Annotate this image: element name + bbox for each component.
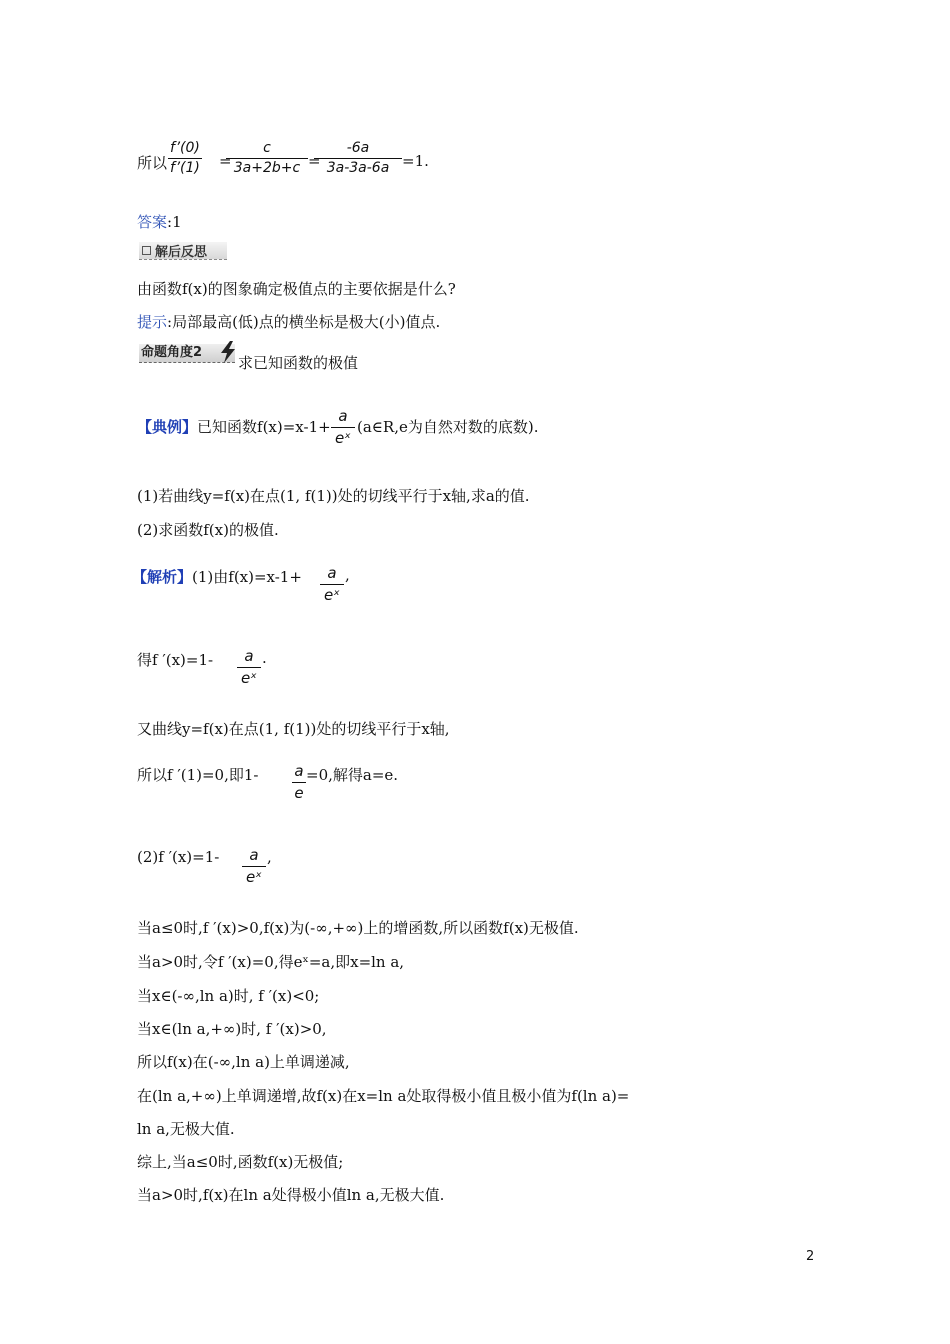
fraction-neg6a xyxy=(314,140,402,176)
equals-one: =1. xyxy=(402,152,429,170)
example-line xyxy=(137,416,331,437)
answer-value: :1 xyxy=(167,213,182,231)
answer-line xyxy=(137,211,182,232)
example-text-before: 已知函数f(x)=x-1+ xyxy=(197,418,331,436)
fraction-denominator: f’(1) xyxy=(170,160,200,176)
example-question-1: (1)若曲线y=f(x)在点(1, f(1))处的切线平行于x轴,求a的值. xyxy=(137,487,530,505)
example-text-after: (a∈R,e为自然对数的底数). xyxy=(357,418,539,436)
reflection-badge-label: 解后反思 xyxy=(155,245,208,260)
fraction-numerator: a xyxy=(249,846,259,864)
solution-step-4-after: =0,解得a=e. xyxy=(306,766,399,784)
fraction-denominator: eˣ xyxy=(331,427,355,447)
solution-step-1-after: , xyxy=(345,566,350,584)
solution-step-5-after: , xyxy=(267,848,272,866)
solution-line: ln a,无极大值. xyxy=(137,1120,235,1138)
solution-step-3: 又曲线y=f(x)在点(1, f(1))处的切线平行于x轴, xyxy=(137,720,450,738)
solution-line: 在(ln a,+∞)上单调递增,故f(x)在x=ln a处取得极小值且极小值为f(ln a)= xyxy=(137,1087,630,1105)
solution-line: 当a>0时,f(x)在ln a处得极小值ln a,无极大值. xyxy=(137,1186,445,1204)
solution-line-1 xyxy=(132,566,302,587)
fraction-a-over-e xyxy=(292,762,306,802)
example-question-2: (2)求函数f(x)的极值. xyxy=(137,521,279,539)
fraction-numerator: f’(0) xyxy=(170,140,200,156)
fraction-denominator: e xyxy=(292,782,306,802)
fraction-numerator: a xyxy=(327,564,337,582)
topic-angle-title: 求已知函数的极值 xyxy=(238,354,359,372)
square-icon xyxy=(142,246,151,255)
solution-line: 当x∈(-∞,ln a)时, f ′(x)<0; xyxy=(137,987,320,1005)
topic-angle-badge: 命题角度2 xyxy=(139,344,235,363)
solution-step-5-before: (2)f ′(x)=1- xyxy=(137,848,220,866)
fraction-numerator: a xyxy=(294,762,304,780)
fraction-numerator: c xyxy=(263,140,271,156)
fraction-numerator: a xyxy=(244,647,254,665)
fraction-a-over-ex xyxy=(237,647,261,687)
fraction-numerator: -6a xyxy=(346,140,370,156)
intro-prefix: 所以 xyxy=(137,154,168,172)
page-number: 2 xyxy=(806,1249,815,1264)
fraction-denominator: 3a-3a-6a xyxy=(314,158,402,176)
equals-sign: = xyxy=(308,152,321,170)
lightning-icon xyxy=(218,340,238,364)
hint-label: 提示 xyxy=(137,313,168,331)
solution-line: 综上,当a≤0时,函数f(x)无极值; xyxy=(137,1153,344,1171)
solution-step-2-before: 得f ′(x)=1- xyxy=(137,651,214,669)
fraction-c-over-sum xyxy=(226,140,308,176)
fraction-numerator: a xyxy=(338,407,348,425)
solution-step-1-before: (1)由f(x)=x-1+ xyxy=(192,568,302,586)
reflection-question: 由函数f(x)的图象确定极值点的主要依据是什么? xyxy=(137,280,456,298)
solution-line: 当x∈(ln a,+∞)时, f ′(x)>0, xyxy=(137,1020,327,1038)
solution-step-2-after: . xyxy=(262,649,267,667)
fraction-a-over-ex xyxy=(320,564,344,604)
fraction-a-over-ex xyxy=(242,846,266,886)
example-label: 【典例】 xyxy=(137,418,198,436)
fraction-derivative-ratio xyxy=(168,140,202,176)
reflection-badge xyxy=(139,242,227,260)
solution-label: 【解析】 xyxy=(132,568,193,586)
hint-text: :局部最高(低)点的横坐标是极大(小)值点. xyxy=(167,313,441,331)
fraction-denominator: eˣ xyxy=(237,667,261,687)
fraction-denominator: eˣ xyxy=(242,866,266,886)
answer-label: 答案 xyxy=(137,213,168,231)
fraction-denominator: eˣ xyxy=(320,584,344,604)
equals-sign: = xyxy=(219,152,232,170)
solution-step-4-before: 所以f ′(1)=0,即1- xyxy=(137,766,259,784)
fraction-a-over-ex xyxy=(331,407,355,447)
solution-line: 所以f(x)在(-∞,ln a)上单调递减, xyxy=(137,1053,350,1071)
solution-line: 当a≤0时,f ′(x)>0,f(x)为(-∞,+∞)上的增函数,所以函数f(x)无极值. xyxy=(137,919,579,937)
fraction-denominator: 3a+2b+c xyxy=(226,158,308,176)
solution-line: 当a>0时,令f ′(x)=0,得eˣ=a,即x=ln a, xyxy=(137,953,405,971)
hint-line xyxy=(137,311,440,332)
